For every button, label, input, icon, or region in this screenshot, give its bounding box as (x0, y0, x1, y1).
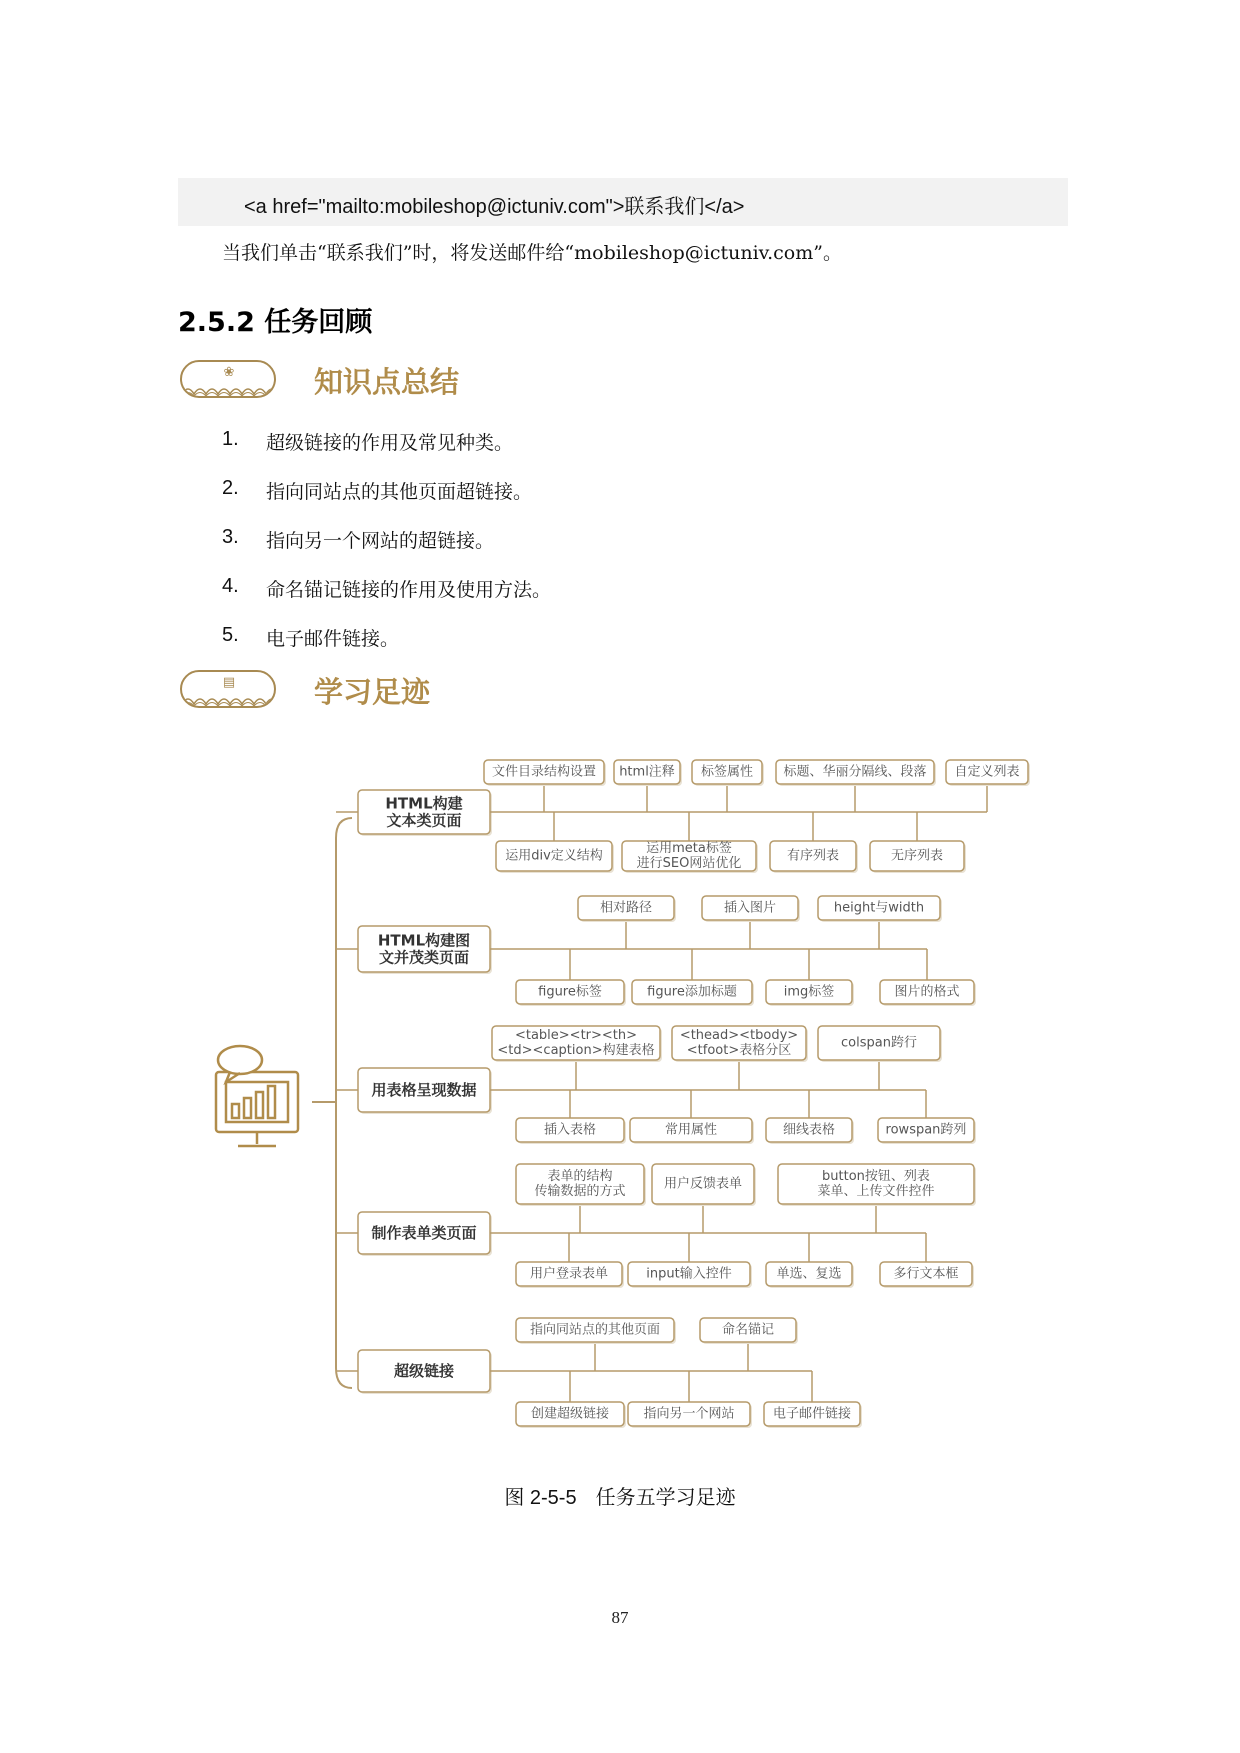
mindmap-node-label: 指向另一个网站 (643, 1406, 735, 1422)
mindmap-node-label: 无序列表 (890, 848, 944, 864)
mindmap-node-label: 多行文本框 (893, 1266, 959, 1282)
mindmap-node (516, 1118, 626, 1144)
mindmap-branch (358, 926, 492, 974)
list-item: 1. 超级链接的作用及常见种类。 (222, 428, 514, 454)
flower-icon: ❀ (223, 365, 235, 380)
mindmap-node-label: 自定义列表 (954, 764, 1020, 780)
mindmap-node (946, 760, 1030, 786)
mindmap-node (622, 840, 758, 873)
mindmap-node (692, 760, 764, 786)
mindmap-node-label: 运用div定义结构 (505, 848, 603, 864)
mindmap-node-label: colspan跨行 (841, 1035, 917, 1051)
mindmap-node-label: figure添加标题 (647, 984, 737, 1000)
mindmap-node (764, 1402, 862, 1428)
mindmap-node-label: height与width (833, 900, 925, 916)
mindmap-node (496, 841, 614, 873)
mindmap-node-label: 用户登录表单 (529, 1266, 609, 1282)
list-item: 2. 指向同站点的其他页面超链接。 (222, 477, 533, 503)
mindmap-node-label: <tfoot>表格分区 (686, 1042, 792, 1058)
knowledge-title: 知识点总结 (314, 365, 460, 399)
mindmap-node-label: 细线表格 (782, 1122, 836, 1138)
mindmap-node (578, 896, 676, 922)
mindmap-node (492, 1026, 662, 1062)
mindmap-node-label: 插入图片 (723, 900, 777, 916)
mindmap-node (632, 980, 754, 1006)
mindmap-node-label: 标签属性 (700, 764, 754, 780)
mindmap-node (880, 1262, 974, 1288)
mindmap-node (652, 1164, 756, 1206)
mindmap-node-label: html注释 (619, 764, 675, 780)
mindmap-node-label: <table><tr><th> (514, 1028, 638, 1044)
document-icon: ▤ (222, 675, 236, 690)
mindmap-node (766, 1262, 854, 1288)
mindmap-node (516, 980, 626, 1006)
mindmap-node-label: 单选、复选 (776, 1266, 842, 1282)
section-heading: 2.5.2 任务回顾 (178, 307, 373, 338)
mindmap-node-label: <thead><tbody> (679, 1028, 799, 1044)
mindmap-node-label: 文并茂类页面 (378, 948, 470, 967)
mindmap-node-label: 命名锚记 (721, 1322, 775, 1338)
list-item: 3. 指向另一个网站的超链接。 (222, 526, 495, 552)
mindmap-node (818, 896, 942, 922)
mindmap-node (702, 896, 800, 922)
body-paragraph: 当我们单击“联系我们”时，将发送邮件给“mobileshop@ictuniv.com”。 (222, 242, 842, 264)
mindmap-node-label: input输入控件 (646, 1266, 732, 1282)
mindmap-node (516, 1318, 676, 1344)
mindmap-node-label: 常用属性 (664, 1122, 718, 1138)
mindmap-node (516, 1262, 624, 1288)
mindmap-node (776, 760, 936, 786)
mindmap-node (630, 1118, 754, 1144)
mindmap-node-label: 运用meta标签 (646, 841, 732, 857)
mindmap-node-label: 表单的结构 (547, 1169, 613, 1185)
mindmap-node-label: 超级链接 (393, 1362, 455, 1380)
mindmap-node (700, 1318, 798, 1344)
mindmap-node (770, 841, 858, 873)
mindmap-node (628, 1262, 752, 1288)
computer-chart-icon (216, 1046, 298, 1146)
mindmap-node (818, 1026, 942, 1062)
mindmap-node-label: 文本类页面 (386, 811, 462, 830)
mindmap-node-label: 用户反馈表单 (663, 1176, 743, 1192)
mindmap-branch (358, 790, 492, 836)
mindmap-branch (358, 1350, 492, 1394)
mindmap-node-label: 文件目录结构设置 (491, 764, 597, 780)
mindmap-node (766, 1118, 854, 1144)
list-item: 4. 命名锚记链接的作用及使用方法。 (222, 575, 552, 601)
mindmap-node (870, 841, 966, 873)
mindmap-branch (358, 1068, 492, 1114)
mindmap-node-label: 传输数据的方式 (534, 1183, 626, 1199)
mindmap-node-label: 电子邮件链接 (772, 1406, 852, 1422)
mindmap-node-label: button按钮、列表 (822, 1169, 930, 1185)
mindmap-node-label: img标签 (783, 984, 835, 1000)
mindmap-node-label: 指向同站点的其他页面 (529, 1322, 661, 1338)
mindmap-node-label: <td><caption>构建表格 (497, 1042, 655, 1058)
mindmap-node (766, 980, 854, 1006)
mindmap-node-label: HTML构建 (385, 794, 463, 813)
figure-caption: 图 2-5-5 任务五学习足迹 (504, 1485, 736, 1509)
mindmap-node-label: HTML构建图 (377, 931, 471, 950)
mindmap-node-label: rowspan跨列 (885, 1122, 967, 1138)
page-number: 87 (611, 1608, 629, 1627)
mindmap-node (880, 980, 976, 1006)
mindmap-node-label: 相对路径 (599, 900, 653, 916)
mindmap-node (778, 1164, 976, 1206)
mindmap-node (878, 1118, 976, 1144)
mindmap-branch (358, 1212, 492, 1256)
mindmap-node (614, 760, 682, 786)
mindmap-node-label: 制作表单类页面 (371, 1224, 477, 1242)
mindmap-node (672, 1026, 808, 1062)
list-item: 5. 电子邮件链接。 (222, 624, 400, 650)
mindmap-node-label: 用表格呈现数据 (371, 1081, 477, 1099)
mindmap-node-label: 图片的格式 (894, 984, 960, 1000)
mindmap-node-label: 标题、华丽分隔线、段落 (783, 764, 927, 780)
code-snippet: <a href="mailto:mobileshop@ictuniv.com">联系我们</a> (244, 196, 745, 218)
mindmap-node (628, 1402, 752, 1428)
mindmap-node-label: 进行SEO网站优化 (636, 855, 742, 871)
mindmap-node-label: 有序列表 (786, 848, 840, 864)
footprints-title: 学习足迹 (314, 675, 431, 709)
mindmap-node (484, 760, 606, 786)
mindmap-node (516, 1402, 626, 1428)
mindmap-spine (336, 818, 352, 1388)
mindmap-node-label: 插入表格 (543, 1122, 597, 1138)
mindmap-node-label: figure标签 (538, 984, 602, 1000)
mindmap-node-label: 创建超级链接 (530, 1406, 610, 1422)
mindmap-node (516, 1164, 646, 1206)
mindmap-node-label: 菜单、上传文件控件 (817, 1183, 935, 1199)
